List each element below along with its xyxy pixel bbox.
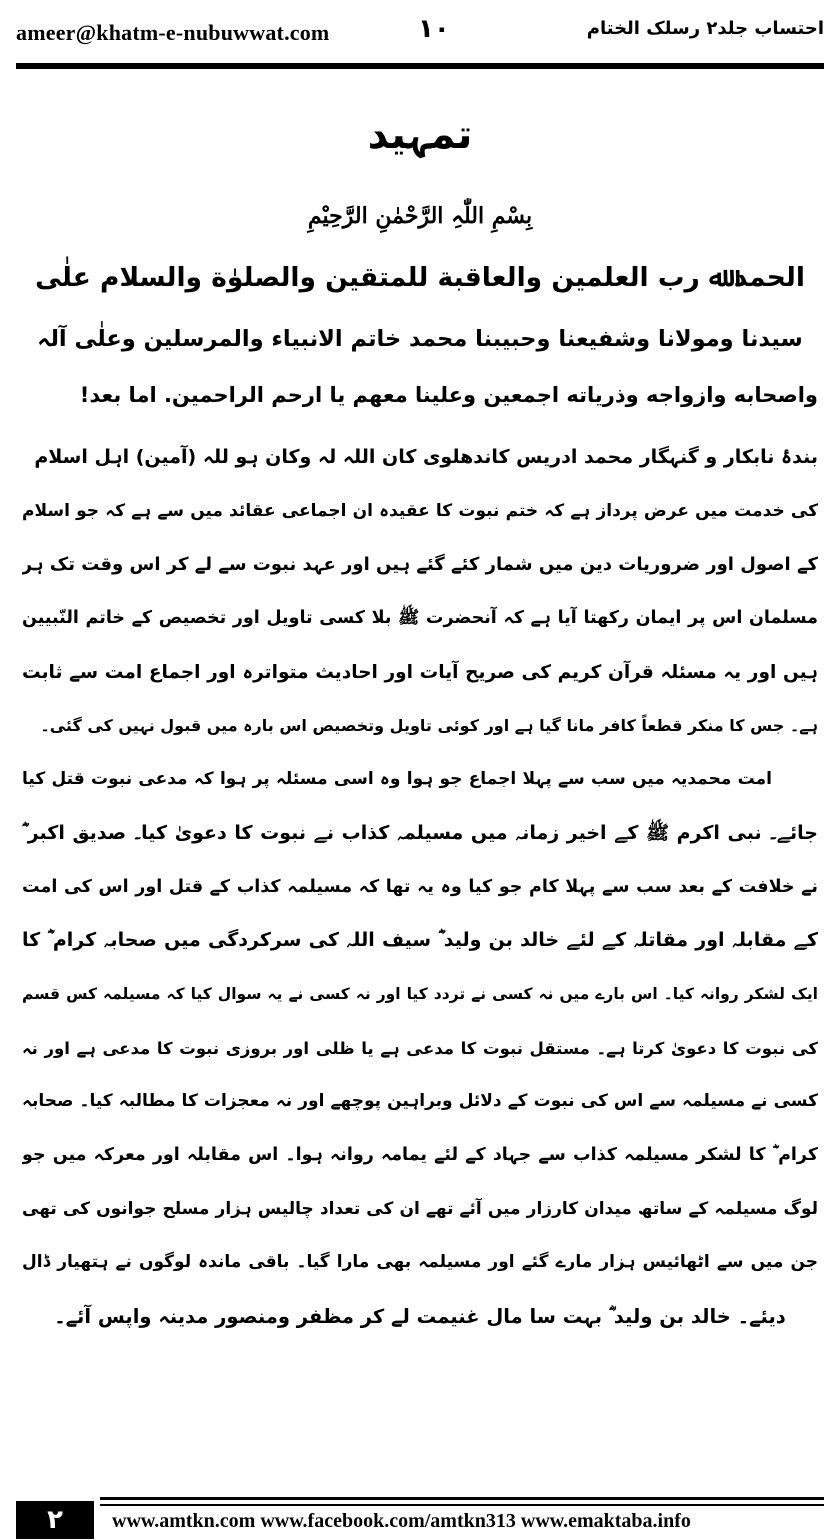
footer-folio: ۲ bbox=[16, 1501, 94, 1539]
header-page-number: ۱۰ bbox=[418, 14, 450, 44]
footer-urls: www.amtkn.com www.facebook.com/amtkn313 www.emaktaba.info bbox=[112, 1510, 691, 1532]
footer-rule-bottom bbox=[100, 1504, 824, 1506]
page-header bbox=[16, 14, 824, 54]
body-line: ایک لشکر روانہ کیا۔ اس بارے میں نہ کسی نے تردد کیا اور نہ کسی نے یہ سوال کیا کہ مسیلمہ کس قسم bbox=[22, 984, 818, 1003]
body-line: دیئے۔ خالد بن ولید ؓ بہت سا مال غنیمت لے کر مظفر ومنصور مدینہ واپس آئے۔ bbox=[54, 1305, 786, 1328]
body-line: لوگ مسیلمہ کے ساتھ میدان کارزار میں آئے تھے ان کی تعداد چالیس ہزار مسلح جوانوں کی تھی bbox=[22, 1198, 818, 1219]
body-line: بندۂ نابکار و گنہگار محمد ادریس کاندھلوی کان اللہ لہ وکان ہو للہ (آمین) اہل اسلام bbox=[34, 446, 818, 468]
header-email: ameer@khatm-e-nubuwwat.com bbox=[16, 20, 330, 45]
body-line: جائے۔ نبی اکرم ﷺ کے اخیر زمانہ میں مسیلمہ کذاب نے نبوت کا دعویٰ کیا۔ صدیق اکبر ؓ bbox=[22, 821, 818, 844]
footer-rule-top bbox=[100, 1497, 824, 1500]
arabic-line-2: سیدنا ومولانا وشفیعنا وحبیبنا محمد خاتم الانبیاء والمرسلین وعلٰی آلہ bbox=[37, 326, 803, 352]
body-line: کی خدمت میں عرض پرداز ہے کہ ختم نبوت کا عقیدہ ان اجماعی عقائد میں سے ہے کہ جو اسلام bbox=[22, 500, 818, 521]
body-line: مسلمان اس پر ایمان رکھتا آیا ہے کہ آنحضرت ﷺ بلا کسی تاویل اور تخصیص کے خاتم النّبیین bbox=[22, 608, 818, 629]
header-rule bbox=[16, 63, 824, 69]
body-line: ہے۔ جس کا منکر قطعاً کافر مانا گیا ہے اور کوئی تاویل وتخصیص اس بارہ میں قبول نہیں کی گئی۔ bbox=[40, 716, 818, 736]
body-line: نے خلافت کے بعد سب سے پہلا کام جو کیا وہ یہ تھا کہ مسیلمہ کذاب کے قتل اور اس کی امت bbox=[22, 876, 818, 897]
body-line: کسی نے مسیلمہ سے اس کی نبوت کے دلائل وبراہین پوچھے اور نہ معجزات کا مطالبہ کیا۔ صحابہ bbox=[22, 1091, 818, 1112]
header-book-title: احتساب جلد۲ رسلک الختام bbox=[586, 18, 824, 39]
body-line: کے مقابلہ اور مقاتلہ کے لئے خالد بن ولید ؓ سیف اللہ کی سرکردگی میں صحابہ کرام ؓ کا bbox=[22, 929, 818, 952]
arabic-line-1: الحمد ﷲ رب العلمین والعاقبة للمتقین والصلوٰة والسلام علٰی bbox=[35, 262, 805, 293]
body-line: کے اصول اور ضروریات دین میں شمار کئے گئے ہیں اور عہد نبوت سے لے کر اس وقت تک ہر bbox=[22, 554, 818, 576]
body-line: کرام ؓ کا لشکر مسیلمہ کذاب سے جہاد کے لئے یمامہ روانہ ہوا۔ اس مقابلہ اور معرکہ میں جو bbox=[22, 1144, 818, 1165]
body-line: امت محمدیہ میں سب سے پہلا اجماع جو ہوا وہ اسی مسئلہ پر ہوا کہ مدعی نبوت قتل کیا bbox=[22, 769, 772, 790]
bismillah: بِسْمِ اللّٰہِ الرَّحْمٰنِ الرَّحِیْمِ bbox=[307, 203, 533, 229]
body-line: کی نبوت کا دعویٰ کرتا ہے۔ مستقل نبوت کا مدعی ہے یا ظلی اور بروزی نبوت کا مدعی ہے اور نہ bbox=[22, 1038, 818, 1058]
body-line: جن میں سے اٹھائیس ہزار مارے گئے اور مسیلمہ بھی مارا گیا۔ باقی ماندہ لوگوں نے ہتھیار ڈال bbox=[22, 1252, 818, 1273]
body-line: ہیں اور یہ مسئلہ قرآن کریم کی صریح آیات اور احادیث متواترہ اور اجماع امت سے ثابت bbox=[22, 661, 818, 683]
page-footer bbox=[16, 1497, 824, 1537]
arabic-line-3: واصحابه وازواجه وذریاته اجمعین وعلینا معهم یا ارحم الراحمین. اما بعد! bbox=[79, 383, 818, 407]
chapter-title: تمہید bbox=[367, 112, 473, 158]
body-text bbox=[22, 431, 818, 1344]
